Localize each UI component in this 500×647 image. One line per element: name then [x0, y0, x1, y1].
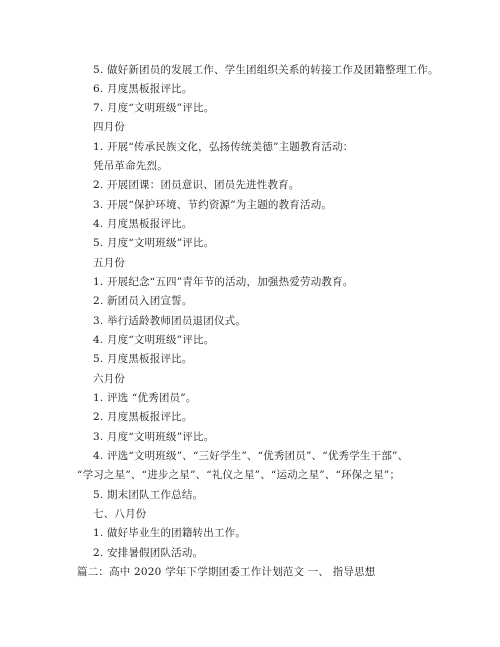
text-line: 1. 开展纪念“五四”青年节的活动，加强热爱劳动教育。	[93, 276, 354, 288]
text-line: 2. 开展团课：团员意识、团员先进性教育。	[93, 179, 300, 191]
text-line: 1. 做好毕业生的团籍转出工作。	[93, 527, 247, 539]
text-line: 3. 开展“保护环境、节约资源”为主题的教育活动。	[93, 199, 333, 211]
text-line: 5. 月度黑板报评比。	[93, 353, 193, 365]
text-line: “学习之星”、“进步之星”、“礼仪之星”、“运动之星”、“环保之星”；	[77, 469, 401, 481]
text-line: 凭吊革命先烈。	[93, 160, 168, 172]
text-line: 2. 新团员入团宣誓。	[93, 295, 193, 307]
text-line: 3. 举行适龄教师团员退团仪式。	[93, 315, 247, 327]
section-heading: 六月份	[93, 373, 126, 385]
text-line: 1. 开展“传承民族文化，弘扬传统美德”主题教育活动：	[93, 141, 354, 153]
text-line: 4. 月度“文明班级”评比。	[93, 334, 215, 346]
text-line: 5. 月度“文明班级”评比。	[93, 237, 215, 249]
text-line: 2. 月度黑板报评比。	[93, 411, 193, 423]
section-heading: 七、八月份	[93, 508, 147, 520]
chapter-heading: 篇二：高中 2020 学年下学期团委工作计划范文 一、 指导思想	[77, 566, 376, 578]
text-line: 3. 月度“文明班级”评比。	[93, 431, 215, 443]
text-line: 1. 评选 “优秀团员”。	[93, 392, 197, 404]
text-line: 4. 月度黑板报评比。	[93, 218, 193, 230]
text-line: 6. 月度黑板报评比。	[93, 83, 193, 95]
text-line: 4. 评选“文明班级”、“三好学生”、“优秀团员”、“优秀学生干部”、	[93, 450, 409, 462]
text-line: 2. 安排暑假团队活动。	[93, 547, 204, 559]
text-line: 5. 做好新团员的发展工作、学生团组织关系的转接工作及团籍整理工作。	[93, 64, 439, 76]
text-line: 7. 月度“文明班级”评比。	[93, 102, 215, 114]
section-heading: 四月份	[93, 121, 126, 133]
section-heading: 五月份	[93, 257, 126, 269]
text-line: 5. 期末团队工作总结。	[93, 489, 204, 501]
